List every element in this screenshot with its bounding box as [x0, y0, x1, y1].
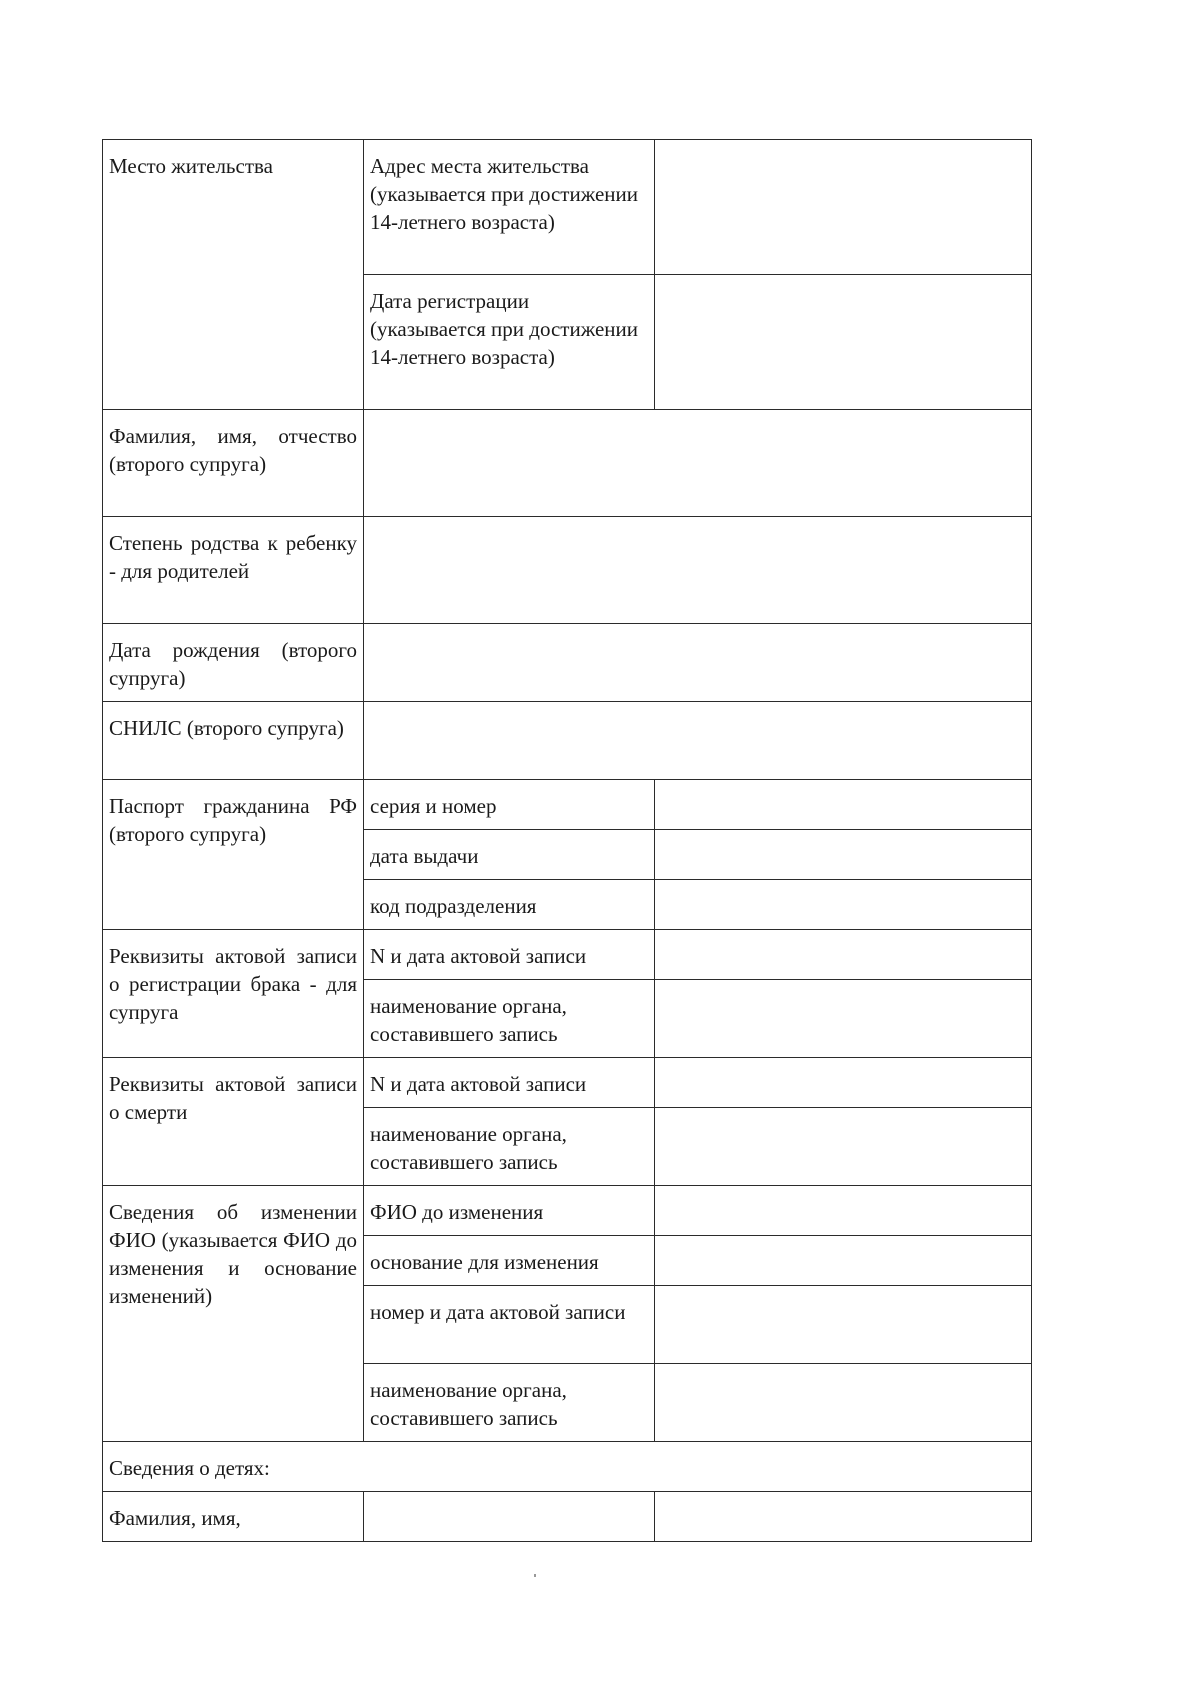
death-number-row	[103, 1058, 1032, 1108]
marriage-number-row	[103, 930, 1032, 980]
change-authority-field[interactable]	[655, 1364, 1032, 1442]
marriage-record-label: Реквизиты актовой записи о регистрации брака - для супруга	[103, 930, 364, 1058]
passport-label: Паспорт гражданина РФ (второго супруга)	[103, 780, 364, 930]
spouse-birthdate-field[interactable]	[364, 624, 1032, 702]
previous-name-field[interactable]	[655, 1186, 1032, 1236]
passport-division-code-field[interactable]	[655, 880, 1032, 930]
spouse-snils-row	[103, 702, 1032, 780]
personal-data-form-table	[102, 139, 1032, 1542]
passport-issue-date-label: дата выдачи	[364, 830, 655, 880]
change-reason-field[interactable]	[655, 1236, 1032, 1286]
spouse-name-row	[103, 410, 1032, 517]
change-authority-label: наименование органа, составившего запись	[364, 1364, 655, 1442]
spouse-snils-field[interactable]	[364, 702, 1032, 780]
death-record-label: Реквизиты актовой записи о смерти	[103, 1058, 364, 1186]
residence-address-row	[103, 140, 1032, 275]
spouse-snils-label: СНИЛС (второго супруга)	[103, 702, 364, 780]
passport-division-code-label: код подразделения	[364, 880, 655, 930]
children-section-heading: Сведения о детях:	[103, 1442, 1032, 1492]
change-reason-label: основание для изменения	[364, 1236, 655, 1286]
marriage-authority-field[interactable]	[655, 980, 1032, 1058]
death-authority-label: наименование органа, составившего запись	[364, 1108, 655, 1186]
scan-speck	[534, 1574, 536, 1577]
marriage-number-date-label: N и дата актовой записи	[364, 930, 655, 980]
marriage-number-date-field[interactable]	[655, 930, 1032, 980]
death-number-date-label: N и дата актовой записи	[364, 1058, 655, 1108]
passport-series-field[interactable]	[655, 780, 1032, 830]
residence-address-field[interactable]	[655, 140, 1032, 275]
children-header-row	[103, 1442, 1032, 1492]
spouse-birthdate-label: Дата рождения (второго супруга)	[103, 624, 364, 702]
relationship-row	[103, 517, 1032, 624]
residence-address-label: Адрес места жительства (указывается при достижении 14-летнего возраста)	[364, 140, 655, 275]
spouse-name-field[interactable]	[364, 410, 1032, 517]
registration-date-field[interactable]	[655, 275, 1032, 410]
spouse-name-label: Фамилия, имя, отчество (второго супруга)	[103, 410, 364, 517]
name-change-label: Сведения об изменении ФИО (указывается ФИО до изменения и основание изменений)	[103, 1186, 364, 1442]
child-name-row	[103, 1492, 1032, 1542]
relationship-field[interactable]	[364, 517, 1032, 624]
previous-name-label: ФИО до изменения	[364, 1186, 655, 1236]
child-name-label: Фамилия, имя,	[103, 1492, 364, 1542]
passport-series-row	[103, 780, 1032, 830]
passport-series-label: серия и номер	[364, 780, 655, 830]
death-number-date-field[interactable]	[655, 1058, 1032, 1108]
passport-issue-date-field[interactable]	[655, 830, 1032, 880]
relationship-label: Степень родства к ребенку - для родителей	[103, 517, 364, 624]
spouse-birthdate-row	[103, 624, 1032, 702]
child-name-field[interactable]	[364, 1492, 655, 1542]
death-authority-field[interactable]	[655, 1108, 1032, 1186]
name-change-previous-row	[103, 1186, 1032, 1236]
change-record-number-date-label: номер и дата актовой записи	[364, 1286, 655, 1364]
change-record-number-date-field[interactable]	[655, 1286, 1032, 1364]
child-name-extra-field[interactable]	[655, 1492, 1032, 1542]
registration-date-label: Дата регистрации (указывается при достижении 14-летнего возраста)	[364, 275, 655, 410]
marriage-authority-label: наименование органа, составившего запись	[364, 980, 655, 1058]
residence-label: Место жительства	[103, 140, 364, 410]
